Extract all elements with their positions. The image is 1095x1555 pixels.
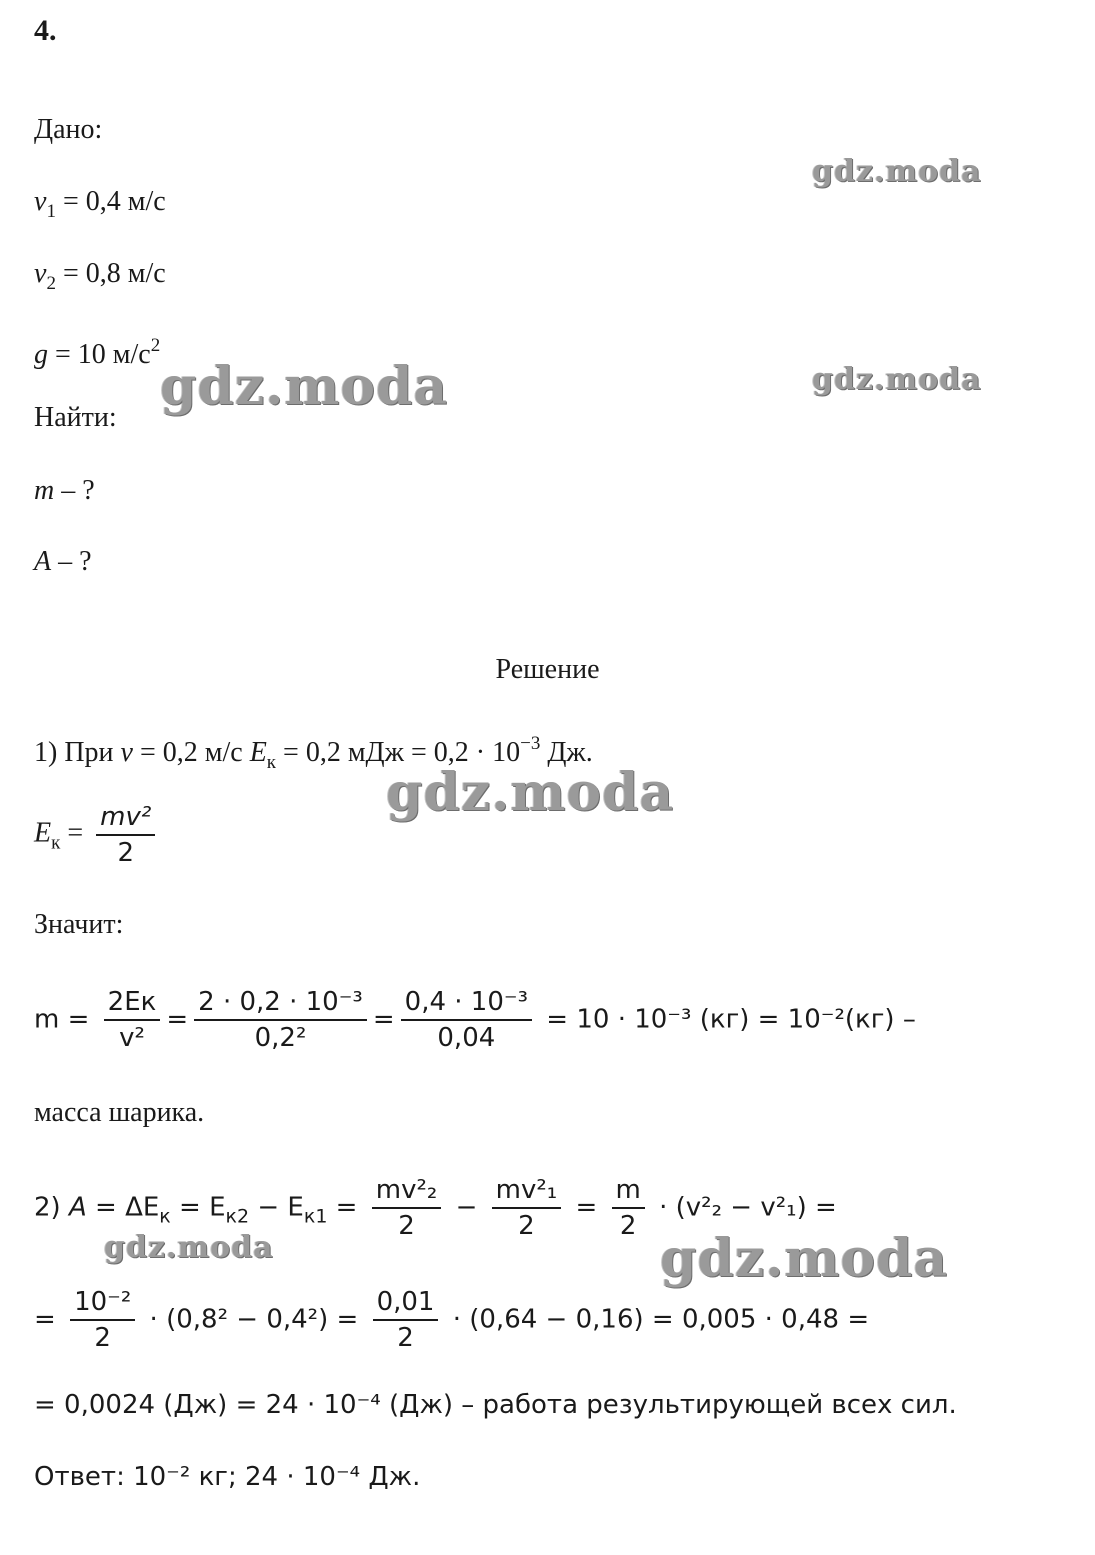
mass-frac-1-den: v² <box>119 1023 145 1053</box>
mass-frac-2-den: 0,2² <box>254 1023 307 1053</box>
watermark-logo: gdz.moda <box>660 1228 949 1289</box>
v1-subscript: 1 <box>46 201 56 222</box>
step1-exp: −3 <box>520 733 541 754</box>
ek-lhs-sub: к <box>51 832 61 854</box>
given-v1 <box>34 185 166 229</box>
work2-frac-1-den: 2 <box>94 1323 111 1353</box>
solution-heading: Решение <box>495 654 600 685</box>
work-part2-sub: к2 <box>225 1205 250 1228</box>
step1-v: v <box>120 737 133 768</box>
find-a-symbol: A <box>34 546 52 577</box>
work-frac-1 <box>372 1173 442 1243</box>
work-frac-3-num: m <box>615 1175 641 1205</box>
given-v2 <box>34 257 166 301</box>
v1-symbol: v <box>34 186 47 217</box>
watermark-logo: gdz.moda <box>386 762 675 823</box>
ek-eq: = <box>60 817 91 849</box>
watermark-logo: gdz.moda <box>812 362 982 397</box>
work-part1: = ΔE <box>86 1192 160 1223</box>
ek-fraction <box>96 800 155 870</box>
work-part4: = <box>327 1192 366 1223</box>
work-frac-2-num: mv²₁ <box>495 1175 558 1205</box>
mass-tail: = 10 · 10⁻³ (кг) = 10⁻²(кг) – <box>538 1004 916 1035</box>
find-heading: Найти: <box>34 402 117 433</box>
work-part3: − E <box>249 1192 304 1223</box>
g-value: = 10 м/с <box>48 339 151 370</box>
work-frac-1-num: mv²₂ <box>375 1175 438 1205</box>
work-formula-line3: = 0,0024 (Дж) = 24 · 10⁻⁴ (Дж) – работа результирующей всех сил. <box>34 1390 957 1420</box>
find-m-symbol: m <box>34 475 55 506</box>
work-eq: = <box>567 1192 606 1223</box>
work2-tail: · (0,64 − 0,16) = 0,005 · 0,48 = <box>444 1304 870 1335</box>
v2-symbol: v <box>34 258 47 289</box>
work-prefix: 2) <box>34 1192 69 1223</box>
g-symbol: g <box>34 339 48 370</box>
work-part2: = E <box>170 1192 226 1223</box>
ek-formula <box>34 800 161 870</box>
work-frac-3 <box>612 1173 645 1243</box>
answer-line: Ответ: 10⁻² кг; 24 · 10⁻⁴ Дж. <box>34 1462 421 1492</box>
work2-frac-2 <box>373 1285 439 1355</box>
mass-frac-3-den: 0,04 <box>437 1023 496 1053</box>
v1-value: = 0,4 м/с <box>55 186 166 217</box>
work-part1-sub: к <box>159 1205 171 1228</box>
work-a: A <box>68 1192 87 1223</box>
find-m <box>34 474 95 508</box>
watermark-logo: gdz.moda <box>104 1230 274 1265</box>
step1-prefix: 1) При <box>34 737 121 768</box>
work2-frac-1-num: 10⁻² <box>74 1287 132 1317</box>
find-a <box>34 545 92 579</box>
mass-caption: масса шарика. <box>34 1097 205 1128</box>
problem-number: 4. <box>34 14 57 47</box>
work-minus: − <box>447 1192 486 1223</box>
mass-frac-3-num: 0,4 · 10⁻³ <box>404 987 529 1017</box>
ek-numerator: mv² <box>100 802 152 832</box>
mass-formula: m = $\frac{2Eк}{\text{v²}}$ = $\frac{\text{2 · 0,2 · 10⁻³}}{\text{0,2²}}$ = $\frac{\text{0,4 · 10⁻³}}{0,04}$ = 10 · 10⁻³ (кг) = 10⁻²(кг) – <box>34 987 916 1053</box>
work-formula-line2 <box>34 1285 869 1355</box>
work2-lead: = <box>34 1304 65 1335</box>
v2-value: = 0,8 м/с <box>55 258 166 289</box>
g-superscript: 2 <box>150 335 161 356</box>
watermark-logo: gdz.moda <box>160 356 449 417</box>
ek-denominator: 2 <box>117 838 134 868</box>
mass-lhs: m = <box>34 1004 98 1035</box>
mass-frac-2-num: 2 · 0,2 · 10⁻³ <box>198 987 363 1017</box>
watermark-logo: gdz.moda <box>812 154 982 189</box>
find-m-rest: – ? <box>54 475 95 506</box>
work-part3-sub: к1 <box>303 1205 328 1228</box>
given-heading: Дано: <box>34 114 103 145</box>
ek-lhs: E <box>34 817 52 849</box>
work2-mid: · (0,8² − 0,4²) = <box>141 1304 367 1335</box>
work-tail: · (v²₂ − v²₁) = <box>650 1192 837 1223</box>
step1-rest: = 0,2 мДж = 0,2 · 10 <box>276 737 521 768</box>
step1-end: Дж. <box>540 737 593 768</box>
work-frac-2 <box>492 1173 562 1243</box>
work-frac-3-den: 2 <box>619 1211 637 1241</box>
given-g <box>34 329 160 372</box>
v2-subscript: 2 <box>46 273 56 294</box>
step1-e: E <box>249 737 267 768</box>
therefore-text: Значит: <box>34 909 124 940</box>
step1-e-sub: к <box>266 752 277 773</box>
mass-frac-2 <box>194 985 367 1055</box>
mass-frac-1 <box>104 985 161 1055</box>
step1-mid: = 0,2 м/с <box>132 737 250 768</box>
work-frac-1-den: 2 <box>398 1211 415 1241</box>
work2-frac-2-den: 2 <box>397 1323 414 1353</box>
work2-frac-2-num: 0,01 <box>376 1287 435 1317</box>
mass-frac-1-num: 2Eк <box>107 987 157 1017</box>
find-a-rest: – ? <box>51 546 92 577</box>
work2-frac-1 <box>70 1285 135 1355</box>
work-frac-2-den: 2 <box>518 1211 535 1241</box>
mass-frac-3 <box>401 985 532 1055</box>
